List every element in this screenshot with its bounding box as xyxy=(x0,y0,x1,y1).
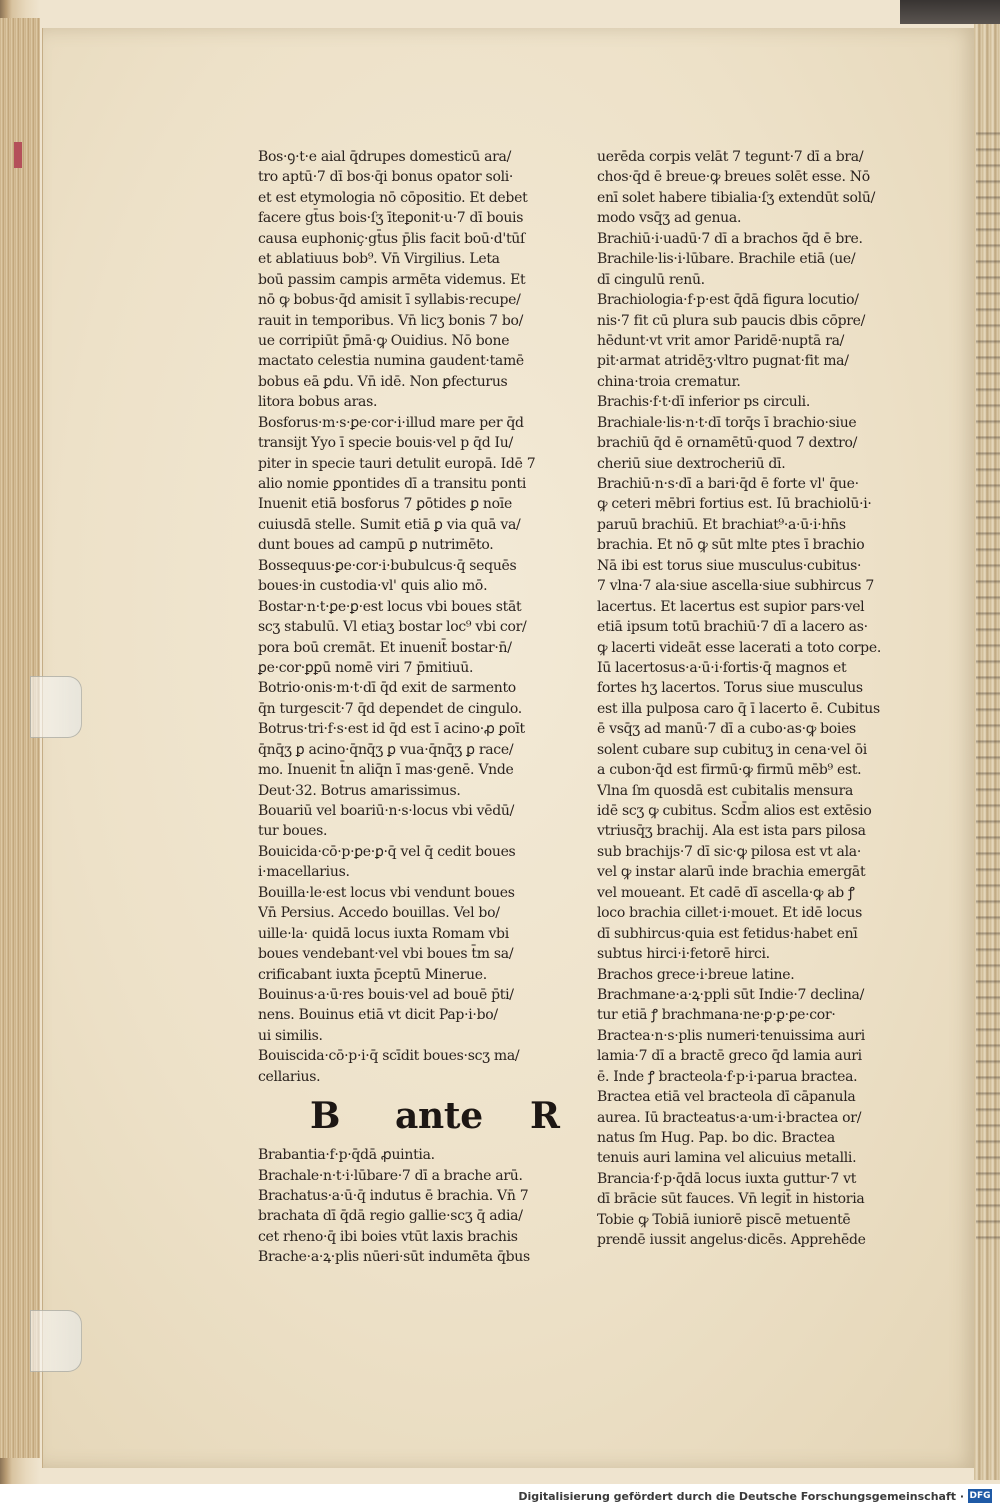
page-fore-edge xyxy=(0,18,40,1458)
text-line: alio nomie ꝑpontides dī a transitu ponti xyxy=(258,476,527,492)
text-line: Brachmane·a·ꝝ·ppli sūt Indie·7 declina/ xyxy=(597,986,865,1003)
text-line: nens. Bouinus etiā vt dicit Pap·i·bo/ xyxy=(258,1007,498,1024)
text-line: cheriū siue dextrocheriū dī. xyxy=(597,455,786,472)
text-line: ꝙ lacerti videāt esse lacerati a toto corpe. xyxy=(597,639,881,656)
text-line: brachiū q̄d ē ornamētū·quod 7 dextro/ xyxy=(597,435,858,452)
text-line: loco brachia cillet·i·mouet. Et idē locus xyxy=(597,905,862,922)
text-line: uille·la· quidā locus iuxta Romam vbi xyxy=(258,925,509,942)
text-line: Bractea·n·s·plis numeri·tenuissima auri xyxy=(597,1027,865,1044)
text-line: brachata dī q̄dā regio gallie·scʒ q̄ adia/ xyxy=(258,1208,523,1225)
text-line: Brachale·n·t·i·lūbare·7 dī a brache arū. xyxy=(258,1167,523,1184)
text-line: idē scʒ ꝙ cubitus. Scd̄m alios est extēsio xyxy=(597,803,872,819)
text-line: Bouiscida·cō·p·i·q̄ scīdit boues·scʒ ma/ xyxy=(258,1048,520,1065)
text-line: vel moueant. Et cadē dī ascella·ꝙ ab ꝭ xyxy=(597,884,855,901)
text-line: Bostar·n·t·ꝑe·ꝑ·est locus vbi boues stāt xyxy=(258,598,522,615)
text-line: tro aptū·7 dī bos·q̄i bonus opator soli· xyxy=(258,169,514,186)
text-line: Vn̄ Persius. Accedo bouillas. Vel bo/ xyxy=(258,905,500,922)
text-line: Botrio·onis·m·t·dī q̄d exit de sarmento xyxy=(258,680,516,697)
text-line: Brachile·lis·i·lūbare. Brachile etiā (ue/ xyxy=(597,251,856,268)
text-line: etiā ipsum totū brachiū·7 dī a lacero as· xyxy=(597,619,868,636)
text-line: tur etiā ꝭ brachmana·ne·ꝑ·ꝑ·ꝑe·cor· xyxy=(597,1007,836,1024)
text-line: litora bobus aras. xyxy=(258,394,378,411)
text-line: ē. Inde ꝭ bracteola·f·p·i·parua bractea. xyxy=(597,1068,858,1085)
scanner-edge xyxy=(900,0,1000,24)
text-line: cellarius. xyxy=(258,1068,321,1085)
heading-left: B xyxy=(310,1095,341,1138)
text-column-left xyxy=(258,147,572,1268)
text-line: Brachiū·i·uadū·7 dī a brachos q̄d ē bre. xyxy=(597,230,863,247)
text-line: ꝙ ceteri mēbri fortius est. Iū brachiolū·i· xyxy=(597,496,872,513)
text-line: Brache·a·ꝝ·plis nūeri·sūt indumēta q̄bus xyxy=(258,1249,530,1266)
text-line: Brachos grece·i·breue latine. xyxy=(597,966,795,983)
text-line: Brabantia·f·p·q̄dā ꝓuintia. xyxy=(258,1147,435,1164)
text-line: ui similis. xyxy=(258,1027,323,1044)
text-line: causa euphoniç·gt̄us p̄lis facit boū·d'tūſ xyxy=(258,230,525,247)
text-line: nis·7 fit cū plura sub paucis dbis cōpre/ xyxy=(597,312,866,329)
text-line: Brachiū·n·s·dī a bari·q̄d ē forte vl' q̄ue· xyxy=(597,476,859,492)
page-clip-lower xyxy=(30,1310,82,1372)
text-line: crificabant iuxta p̄ceptū Minerue. xyxy=(258,966,487,983)
text-line: pora boū cremāt. Et inuenit̄ bostar·n̄/ xyxy=(258,639,512,656)
text-line: i·macellarius. xyxy=(258,864,350,881)
text-line: lamia·7 dī a bractē greco q̄d lamia auri xyxy=(597,1048,862,1065)
text-line: ē vsq̄ʒ ad manū·7 dī a cubo·as·ꝙ boies xyxy=(597,721,856,738)
text-line: Nā ibi est torus siue musculus·cubitus· xyxy=(597,557,862,574)
text-line: uerēda corpis velāt 7 tegunt·7 dī a bra/ xyxy=(597,149,864,165)
text-line: vel ꝙ instar alarū inde brachia emergāt xyxy=(597,864,866,881)
text-line: dī cingulū renū. xyxy=(597,271,705,288)
text-line: scʒ stabulū. Vl etiaʒ bostar loc⁹ vbi cor/ xyxy=(258,619,527,636)
text-line: Botrus·tri·f·s·est id q̄d est ī acino·ꝓ ꝑoīt xyxy=(258,721,525,738)
text-column-right xyxy=(597,147,915,1251)
text-line: dī brācie sūt fauces. Vn̄ legit̄ in historia xyxy=(597,1191,865,1208)
text-line: q̄nq̄ʒ ꝑ acino·q̄nq̄ʒ ꝑ vua·q̄nq̄ʒ ꝑ race/ xyxy=(258,741,514,758)
text-line: natus ſm Hug. Pap. bo dic. Bractea xyxy=(597,1130,835,1146)
page-clip-upper xyxy=(30,676,82,738)
text-line: boues·in custodia·vl' quis alio mō. xyxy=(258,578,488,595)
text-line: Brachatus·a·ū·q̄ indutus ē brachia. Vn̄ 7 xyxy=(258,1188,529,1204)
text-line: cet rheno·q̄ ibi boies vtūt laxis brachis xyxy=(258,1228,518,1245)
text-line: lacertus. Et lacertus est supior pars·vel xyxy=(597,598,865,615)
heading-right: R xyxy=(530,1095,560,1138)
text-line: boū passim campis armēta videmus. Et xyxy=(258,271,526,288)
text-line: facere gt̄us bois·ſʒ īteꝑonit·u·7 dī bouis xyxy=(258,210,524,227)
text-line: Brancia·f·p·q̄dā locus iuxta guttur·7 vt xyxy=(597,1170,857,1187)
text-line: Bouilla·le·est locus vbi vendunt boues xyxy=(258,884,515,901)
text-line: dī subhircus·quia est fetidus·habet enī xyxy=(597,925,858,942)
ribbon-marker xyxy=(14,142,22,168)
text-line: china·troia crematur. xyxy=(597,373,741,390)
text-line: et est etymologia nō cōpositio. Et debet xyxy=(258,189,528,206)
text-line: sub brachijs·7 dī sic·ꝙ pilosa est vt ala· xyxy=(597,843,861,860)
dfg-logo: DFG xyxy=(969,1491,991,1501)
text-line: pit·armat atridēʒ·vltro pugnat·fit ma/ xyxy=(597,353,849,370)
text-line: piter in specie tauri detulit europā. Idē 7 xyxy=(258,455,536,472)
text-line: q̄n turgescit·7 q̄d dependet de cingulo. xyxy=(258,700,522,717)
text-line: Brachis·f·t·dī inferior ps circuli. xyxy=(597,394,810,411)
text-line: prendē iussit angelus·dicēs. Apprehēde xyxy=(597,1232,866,1249)
text-line: 7 vlna·7 ala·siue ascella·siue subhircus 7 xyxy=(597,578,874,595)
text-line: bobus eā ꝑdu. Vn̄ idē. Non ꝑfecturus xyxy=(258,373,508,390)
funding-credit: Digitalisierung gefördert durch die Deutsche Forschungsgemeinschaft · xyxy=(518,1490,964,1503)
text-line: enī solet habere tibialia·ſʒ extendūt solū/ xyxy=(597,189,875,206)
section-heading xyxy=(258,1087,572,1145)
text-line: est illa pulposa caro q̄ ī lacerto ē. Cubitus xyxy=(597,700,880,717)
text-line: fortes hʒ lacertos. Torus siue musculus xyxy=(597,680,863,697)
text-line: ue corripiūt p̄mā·ꝙ Ouidius. Nō bone xyxy=(258,332,510,349)
heading-middle: ante xyxy=(395,1095,483,1138)
text-line: transijt Yyo ī specie bouis·vel p q̄d Iu/ xyxy=(258,435,513,452)
text-line: Tobie ꝙ Tobiā iuniorē piscē metuentē xyxy=(597,1211,851,1228)
text-line: subtus hirci·i·fetorē hirci. xyxy=(597,946,770,963)
text-line: modo vsq̄ʒ ad genua. xyxy=(597,210,742,227)
text-line: rauit in temporibus. Vn̄ licʒ bonis 7 bo/ xyxy=(258,312,524,329)
text-line: Bouariū vel boariū·n·s·locus vbi vēdū/ xyxy=(258,803,515,819)
text-line: Brachiologia·f·p·est q̄dā figura locutio/ xyxy=(597,292,859,309)
text-line: Bos·ꝯ·t·e aial q̄drupes domesticū ara/ xyxy=(258,149,511,165)
text-line: chos·q̄d ē breue·ꝙ breues solēt esse. Nō xyxy=(597,169,870,186)
text-line: Vlna ſm quosdā est cubitalis mensura xyxy=(597,782,854,799)
text-line: Inuenit etiā bosforus 7 ꝑōtides ꝑ noīe xyxy=(258,496,512,513)
text-line: Bouicida·cō·p·ꝑe·ꝑ·q̄ vel q̄ cedit boues xyxy=(258,843,516,860)
text-line: boues vendebant·vel vbi boues t̄m sa/ xyxy=(258,946,514,963)
text-line: et ablatiuus bob⁹. Vn̄ Virgilius. Leta xyxy=(258,251,500,268)
text-line: dunt boues ad campū ꝑ nutrimēto. xyxy=(258,537,494,554)
text-line: vtriusq̄ʒ brachij. Ala est ista pars pilosa xyxy=(597,823,866,840)
facing-page-text-edge xyxy=(976,120,1000,1240)
text-line: Brachiale·lis·n·t·dī torq̄s ī brachio·siue xyxy=(597,414,857,431)
text-line: ꝑe·cor·ꝑꝑū nomē viri 7 p̄mitiuū. xyxy=(258,659,474,676)
footer-bar xyxy=(0,1484,1000,1509)
text-line: Bossequus·ꝑe·cor·i·bubulcus·q̄ sequēs xyxy=(258,557,517,574)
text-line: paruū brachiū. Et brachiat⁹·a·ū·i·hn̄s xyxy=(597,516,846,533)
text-line: cuiusdā stelle. Sumit etiā ꝑ via quā va/ xyxy=(258,516,521,533)
text-line: tur boues. xyxy=(258,823,328,840)
text-line: a cubon·q̄d est firmū·ꝙ firmū mēb⁹ est. xyxy=(597,762,862,779)
text-line: tenuis auri lamina vel alicuius metalli. xyxy=(597,1150,857,1167)
text-line: solent cubare sup cubituʒ in cena·vel ōi xyxy=(597,741,867,758)
text-line: aurea. Iū bracteatus·a·um·i·bractea or/ xyxy=(597,1109,862,1126)
text-line: mactato celestia numina gaudent·tamē xyxy=(258,353,524,370)
text-line: Bosforus·m·s·ꝑe·cor·i·illud mare per q̄d xyxy=(258,414,524,431)
text-line: Bouinus·a·ū·res bouis·vel ad bouē p̄ti/ xyxy=(258,986,514,1003)
text-line: brachia. Et nō ꝙ sūt mlte ptes ī brachio xyxy=(597,537,865,554)
text-line: Bractea etiā vel bracteola dī cāpanula xyxy=(597,1089,856,1106)
text-line: Iū lacertosus·a·ū·i·fortis·q̄ magnos et xyxy=(597,659,847,676)
text-line: nō ꝙ bobus·q̄d amisit ī syllabis·recupe/ xyxy=(258,292,521,309)
text-line: mo. Inuenit t̄n aliq̄n ī mas·genē. Vnde xyxy=(258,762,514,779)
text-line: Deut·32. Botrus amarissimus. xyxy=(258,782,461,799)
text-line: hēdunt·vt vrit amor Paridē·nuptā ra/ xyxy=(597,332,845,349)
